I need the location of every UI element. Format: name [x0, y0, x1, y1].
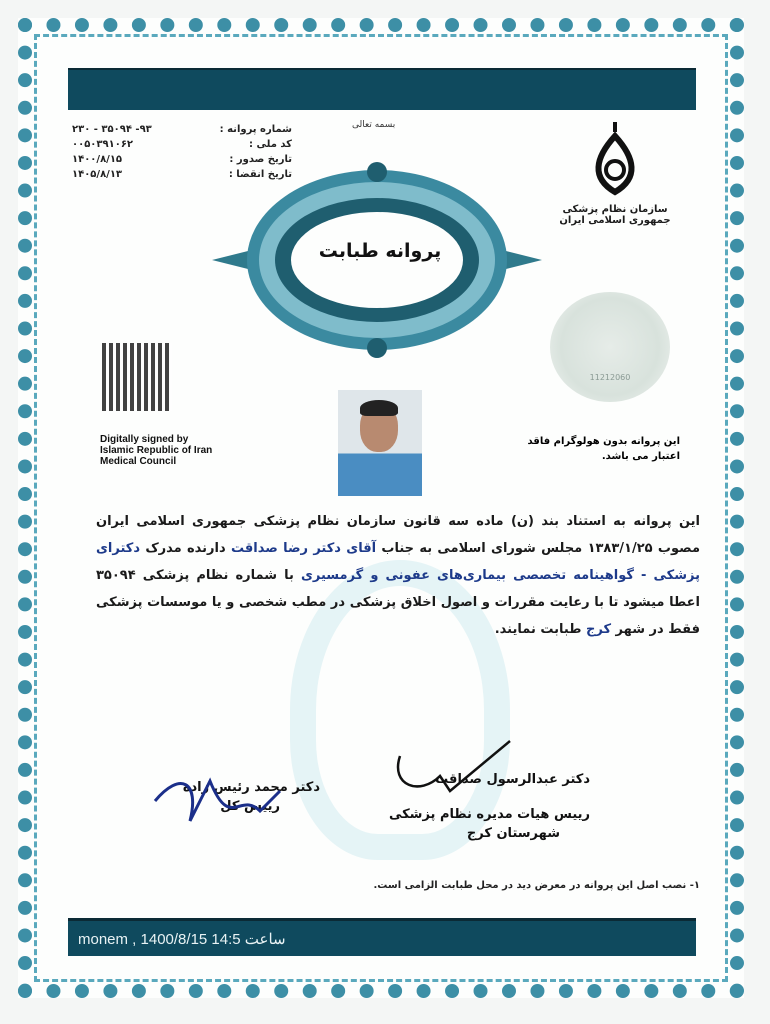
signature-line: Islamic Republic of Iran — [100, 445, 213, 456]
qr-code[interactable] — [102, 343, 172, 411]
hologram-note-line: اعتبار می باشد. — [601, 451, 680, 462]
signature-line: Digitally signed by — [100, 434, 189, 445]
info-label: شماره پروانه : — [219, 124, 292, 135]
holder-name: آقای دکتر رضا صداقت — [230, 541, 377, 556]
medical-council-emblem-icon — [585, 118, 645, 196]
organization-name: سازمان نظام پزشکی جمهوری اسلامی ایران — [559, 204, 671, 226]
national-id: ۰۰۵۰۳۹۱۰۶۲ — [72, 139, 134, 150]
hologram-serial: 11212060 — [589, 373, 631, 382]
right-signature-scribble — [390, 736, 520, 806]
organization-logo — [540, 118, 690, 226]
signer-role: رییس هیات مدیره نظام پزشکی — [388, 807, 590, 822]
text: این پروانه به استناد بند (ن) ماده سه قانون سازمان نظام پزشکی جمهوری اسلامی ایران مصوب ۱۳۸۳/۱/۲۵ مجلس شورای اسلامی به جناب — [96, 514, 700, 556]
document-title: پروانه طبابت — [318, 240, 442, 262]
hologram-note-line: این پروانه بدون هولوگرام فاقد — [527, 436, 680, 447]
left-signature-scribble — [150, 761, 290, 841]
info-label: تاریخ صدور : — [229, 154, 292, 165]
expiry-date: ۱۴۰۵/۸/۱۳ — [72, 169, 123, 180]
degree: دکترای پزشکی - گواهینامه تخصصی بیماری‌های عفونی و گرمسیری — [96, 541, 700, 583]
text: با شماره نظام پزشکی — [135, 568, 301, 583]
text: دارنده مدرک — [140, 541, 231, 556]
footer-bar — [68, 918, 696, 956]
info-label: تاریخ انقضا : — [228, 169, 292, 180]
hologram — [550, 292, 670, 402]
footer-timestamp: monem , 1400/8/15 14:5 ساعت — [78, 931, 286, 948]
text: طبابت نمایند. — [494, 622, 586, 637]
signer-role: رییس کل — [220, 799, 280, 814]
holder-photo — [338, 390, 422, 496]
top-banner — [68, 68, 696, 110]
bismillah: بسمه تعالی — [352, 120, 396, 130]
text: اعطا میشود تا با رعایت مقررات و اصول اخلاق پزشکی در مطب شخصی و یا موسسات پزشکی فقط در شهر — [96, 595, 700, 637]
license-text — [96, 508, 700, 643]
info-label: کد ملی : — [249, 139, 292, 150]
signer-name: دکتر عبدالرسول صداقت — [435, 772, 590, 787]
info-row — [72, 124, 292, 139]
signer-city: شهرستان کرج — [466, 826, 560, 841]
city: کرج — [585, 622, 612, 637]
footnote: ۱- نصب اصل این پروانه در معرض دید در محل طبابت الزامی است. — [373, 880, 700, 891]
info-row — [72, 139, 292, 154]
hologram-note — [520, 434, 680, 464]
digital-signature — [100, 434, 212, 467]
signature-line: Medical Council — [100, 456, 177, 467]
license-number: ۲۳۰ - ۳۵۰۹۴ -۹۳ — [72, 124, 152, 135]
council-number: ۳۵۰۹۴ — [96, 568, 136, 583]
issue-date: ۱۴۰۰/۸/۱۵ — [72, 154, 123, 165]
signer-name: دکتر محمد رئیس زاده — [182, 780, 320, 795]
